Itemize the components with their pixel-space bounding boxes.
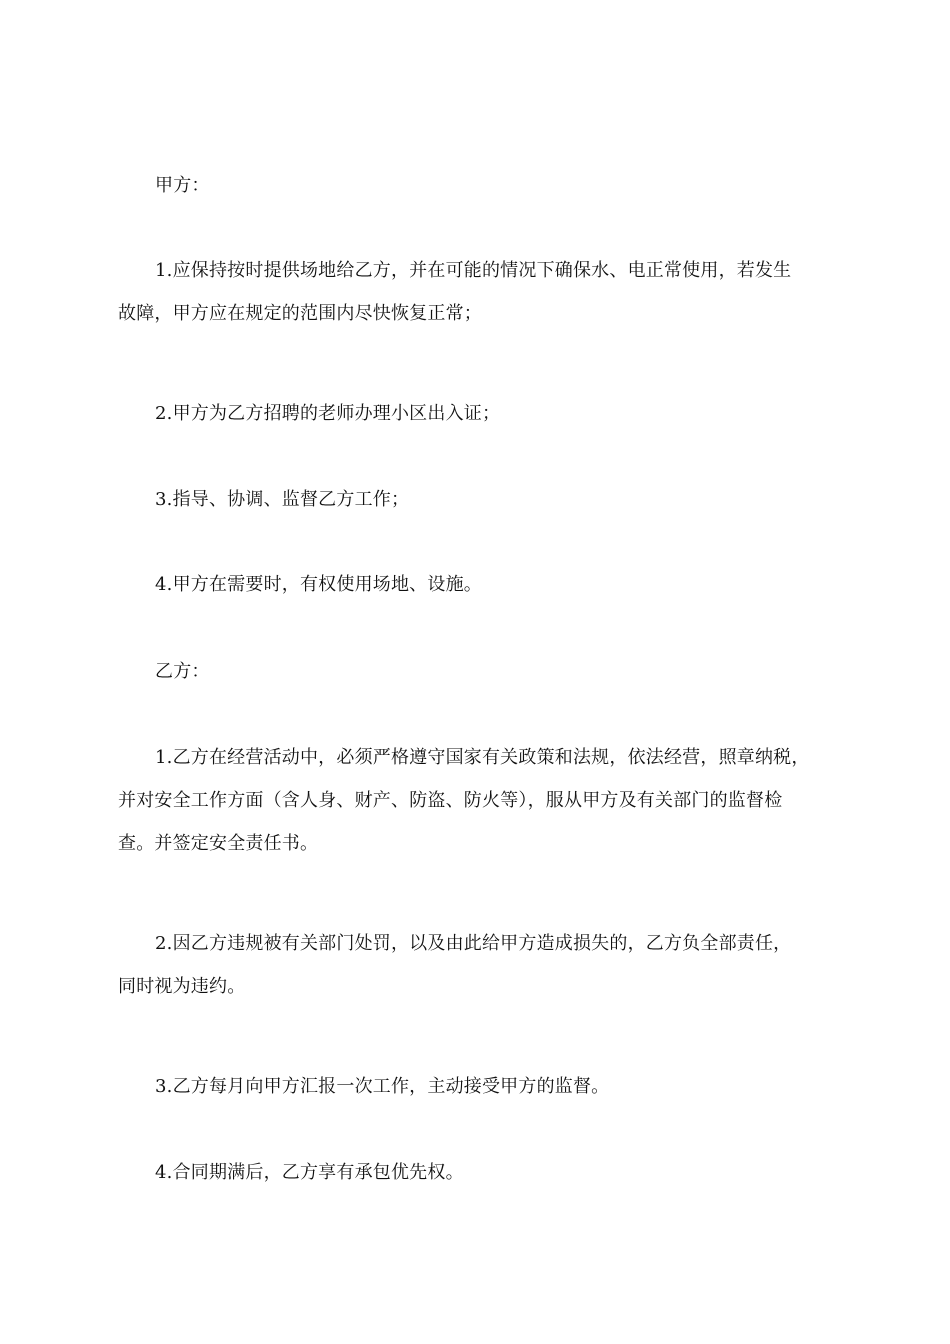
party-a-item-4	[118, 563, 834, 606]
party-b-item-3	[118, 1065, 834, 1108]
party-a-heading: 甲方：	[155, 175, 210, 196]
paragraph-line: 同时视为违约。	[118, 976, 246, 997]
paragraph-line: 4.甲方在需要时，有权使用场地、设施。	[155, 574, 482, 595]
paragraph-line: 并对安全工作方面（含人身、财产、防盗、防火等），服从甲方及有关部门的监督检	[118, 790, 783, 811]
party-a-item-3	[118, 478, 834, 521]
paragraph-line: 故障，甲方应在规定的范围内尽快恢复正常；	[118, 303, 482, 324]
paragraph-line: 4.合同期满后，乙方享有承包优先权。	[155, 1162, 464, 1183]
paragraph-line: 2.甲方为乙方招聘的老师办理小区出入证；	[155, 403, 501, 424]
paragraph-line: 1.乙方在经营活动中，必须严格遵守国家有关政策和法规，依法经营，照章纳税，	[155, 747, 810, 768]
party-b-item-1	[118, 736, 834, 865]
paragraph-line: 3.乙方每月向甲方汇报一次工作，主动接受甲方的监督。	[155, 1076, 610, 1097]
paragraph-line: 3.指导、协调、监督乙方工作；	[155, 489, 410, 510]
party-b-item-2	[118, 922, 834, 1008]
paragraph-line: 2.因乙方违规被有关部门处罚，以及由此给甲方造成损失的，乙方负全部责任，	[155, 933, 792, 954]
party-a-item-1	[118, 249, 834, 335]
party-b-item-4	[118, 1151, 834, 1194]
paragraph-line: 查。并签定安全责任书。	[118, 833, 319, 854]
party-b-heading: 乙方：	[155, 661, 210, 682]
paragraph-line: 1.应保持按时提供场地给乙方，并在可能的情况下确保水、电正常使用，若发生	[155, 260, 792, 281]
party-a-item-2	[118, 392, 834, 435]
